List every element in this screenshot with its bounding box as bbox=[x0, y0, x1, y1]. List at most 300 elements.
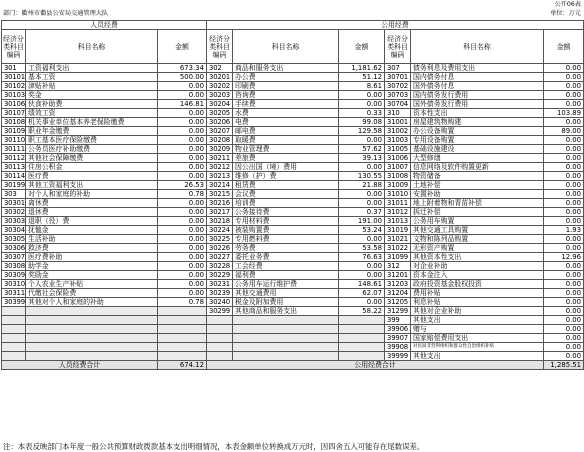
item-amount: 103.89 bbox=[544, 109, 584, 118]
item-code: 31019 bbox=[385, 226, 411, 235]
item-name: 奖金 bbox=[26, 91, 158, 100]
item-name: 绩效工资 bbox=[26, 109, 158, 118]
item-name: 对个人和家庭的补助 bbox=[26, 190, 158, 199]
item-code: 31013 bbox=[385, 217, 411, 226]
item-code: 30103 bbox=[2, 91, 26, 100]
item-amount bbox=[339, 325, 385, 334]
item-amount: 0.00 bbox=[158, 253, 207, 262]
item-name: 国内债务付息 bbox=[411, 73, 544, 82]
item-amount: 0.00 bbox=[158, 109, 207, 118]
table-row bbox=[2, 217, 584, 226]
expenditure-table bbox=[1, 20, 584, 370]
item-amount: 0.00 bbox=[544, 352, 584, 361]
item-code: 31005 bbox=[385, 145, 411, 154]
table-row bbox=[2, 145, 584, 154]
item-code: 30301 bbox=[2, 199, 26, 208]
item-name: 住房公积金 bbox=[26, 163, 158, 172]
item-code: 30113 bbox=[2, 163, 26, 172]
item-amount: 8.61 bbox=[339, 82, 385, 91]
item-name: 被装购置费 bbox=[233, 226, 339, 235]
item-code: 30107 bbox=[2, 109, 26, 118]
item-name: 津贴补贴 bbox=[26, 82, 158, 91]
item-amount: 0.00 bbox=[544, 100, 584, 109]
item-name: 其他工资福利支出 bbox=[26, 181, 158, 190]
item-amount: 0.00 bbox=[544, 199, 584, 208]
item-amount: 0.00 bbox=[544, 316, 584, 325]
item-amount: 0.00 bbox=[544, 334, 584, 343]
item-amount: 0.00 bbox=[158, 208, 207, 217]
item-name: 其他商品和服务支出 bbox=[233, 307, 339, 316]
item-amount: 1.93 bbox=[544, 226, 584, 235]
item-code: 30206 bbox=[207, 118, 233, 127]
item-code: 30240 bbox=[207, 298, 233, 307]
item-amount: 191.00 bbox=[339, 217, 385, 226]
item-name bbox=[233, 325, 339, 334]
item-name: 政府投资基金股权投资 bbox=[411, 280, 544, 289]
item-name: 利息补贴 bbox=[411, 298, 544, 307]
item-amount: 0.00 bbox=[158, 163, 207, 172]
table-row bbox=[2, 262, 584, 271]
item-code: 30208 bbox=[207, 136, 233, 145]
item-name bbox=[26, 334, 158, 343]
table-row bbox=[2, 307, 584, 316]
item-amount: 146.81 bbox=[158, 100, 207, 109]
item-name bbox=[26, 316, 158, 325]
item-code: 31006 bbox=[385, 154, 411, 163]
item-amount bbox=[339, 343, 385, 352]
item-code: 30203 bbox=[207, 91, 233, 100]
table-row bbox=[2, 82, 584, 91]
item-amount: 0.00 bbox=[544, 271, 584, 280]
item-code: 30703 bbox=[385, 91, 411, 100]
item-name bbox=[233, 352, 339, 361]
item-amount: 53.58 bbox=[339, 244, 385, 253]
item-name: 公务员医疗补助缴费 bbox=[26, 145, 158, 154]
item-name: 维修（护）费 bbox=[233, 172, 339, 181]
item-amount: 53.24 bbox=[339, 226, 385, 235]
item-code: 30202 bbox=[207, 82, 233, 91]
table-row bbox=[2, 172, 584, 181]
item-name: 物业管理费 bbox=[233, 145, 339, 154]
item-name: 医疗费补助 bbox=[26, 253, 158, 262]
item-name: 劳务费 bbox=[233, 244, 339, 253]
item-amount: 129.58 bbox=[339, 127, 385, 136]
table-row bbox=[2, 136, 584, 145]
item-code: 30305 bbox=[2, 235, 26, 244]
item-amount: 0.00 bbox=[544, 307, 584, 316]
item-amount: 0.00 bbox=[158, 154, 207, 163]
item-code: 30307 bbox=[2, 253, 26, 262]
item-amount: 12.96 bbox=[544, 253, 584, 262]
item-amount: 0.00 bbox=[339, 190, 385, 199]
item-name: 抚恤金 bbox=[26, 226, 158, 235]
item-name: 办公费 bbox=[233, 73, 339, 82]
table-row bbox=[2, 334, 584, 343]
table-code: 公开06表 bbox=[554, 1, 581, 8]
item-amount: 1,181.62 bbox=[339, 64, 385, 73]
item-name: 医疗费 bbox=[26, 172, 158, 181]
item-amount: 0.00 bbox=[158, 82, 207, 91]
item-name: 职工基本医疗保险缴费 bbox=[26, 136, 158, 145]
col-code: 经济分类科目编码 bbox=[385, 30, 411, 64]
item-code: 39999 bbox=[385, 352, 411, 361]
item-code bbox=[2, 352, 26, 361]
public-total-value: 1,285.51 bbox=[544, 361, 584, 370]
item-name: 房屋建筑物购建 bbox=[411, 118, 544, 127]
item-code bbox=[2, 334, 26, 343]
item-amount: 0.00 bbox=[544, 208, 584, 217]
col-code: 经济分类科目编码 bbox=[2, 30, 26, 64]
item-name: 机关事业单位基本养老保险缴费 bbox=[26, 118, 158, 127]
item-name: 会议费 bbox=[233, 190, 339, 199]
item-amount: 0.00 bbox=[544, 73, 584, 82]
table-row bbox=[2, 352, 584, 361]
item-amount: 0.00 bbox=[158, 118, 207, 127]
item-code bbox=[2, 316, 26, 325]
item-code: 31008 bbox=[385, 172, 411, 181]
item-amount: 0.00 bbox=[158, 127, 207, 136]
item-name: 救济费 bbox=[26, 244, 158, 253]
department-label: 部门：衢州市衢县公安局交通管理大队 bbox=[3, 10, 109, 17]
item-code: 30199 bbox=[2, 181, 26, 190]
item-code: 31021 bbox=[385, 235, 411, 244]
item-code bbox=[207, 325, 233, 334]
table-row bbox=[2, 118, 584, 127]
item-name: 其他资本性支出 bbox=[411, 253, 544, 262]
item-name: 资本性支出 bbox=[411, 109, 544, 118]
item-code: 30218 bbox=[207, 217, 233, 226]
item-code: 30213 bbox=[207, 172, 233, 181]
item-amount: 0.00 bbox=[544, 262, 584, 271]
item-amount bbox=[339, 334, 385, 343]
item-code: 31007 bbox=[385, 163, 411, 172]
item-code: 30306 bbox=[2, 244, 26, 253]
item-code: 30309 bbox=[2, 271, 26, 280]
item-name: 文物和陈列品购置 bbox=[411, 235, 544, 244]
item-amount: 0.00 bbox=[158, 289, 207, 298]
item-amount: 0.00 bbox=[544, 298, 584, 307]
item-name: 专用材料费 bbox=[233, 217, 339, 226]
item-name: 邮电费 bbox=[233, 127, 339, 136]
item-amount: 76.63 bbox=[339, 253, 385, 262]
item-name: 培训费 bbox=[233, 199, 339, 208]
table-row bbox=[2, 208, 584, 217]
item-code: 30110 bbox=[2, 136, 26, 145]
table-row bbox=[2, 316, 584, 325]
item-amount: 0.00 bbox=[158, 199, 207, 208]
table-row bbox=[2, 235, 584, 244]
item-amount: 0.00 bbox=[544, 289, 584, 298]
item-amount: 0.00 bbox=[544, 181, 584, 190]
item-amount: 0.78 bbox=[158, 190, 207, 199]
item-name: 专用设备购置 bbox=[411, 136, 544, 145]
item-name: 信息网络及软件购置更新 bbox=[411, 163, 544, 172]
item-amount: 0.00 bbox=[158, 172, 207, 181]
item-name: 退职（役）费 bbox=[26, 217, 158, 226]
item-code: 312 bbox=[385, 262, 411, 271]
item-amount: 0.00 bbox=[544, 244, 584, 253]
item-code: 30239 bbox=[207, 289, 233, 298]
item-name: 公务用车运行维护费 bbox=[233, 280, 339, 289]
item-name bbox=[233, 334, 339, 343]
table-row bbox=[2, 181, 584, 190]
table-row bbox=[2, 73, 584, 82]
item-amount: 0.00 bbox=[544, 235, 584, 244]
item-amount: 0.00 bbox=[339, 163, 385, 172]
item-amount: 0.00 bbox=[339, 235, 385, 244]
table-row bbox=[2, 289, 584, 298]
item-code: 31201 bbox=[385, 271, 411, 280]
item-amount: 148.61 bbox=[339, 280, 385, 289]
table-row bbox=[2, 325, 584, 334]
table-row bbox=[2, 343, 584, 352]
item-code: 30224 bbox=[207, 226, 233, 235]
item-amount bbox=[158, 334, 207, 343]
item-name: 地上附着物和青苗补偿 bbox=[411, 199, 544, 208]
item-name bbox=[26, 343, 158, 352]
item-name: 国内债务发行费用 bbox=[411, 91, 544, 100]
item-name bbox=[233, 343, 339, 352]
personnel-total-label: 人员经费合计 bbox=[2, 361, 158, 370]
item-name: 委托业务费 bbox=[233, 253, 339, 262]
item-code: 302 bbox=[207, 64, 233, 73]
item-name: 手续费 bbox=[233, 100, 339, 109]
item-code: 303 bbox=[2, 190, 26, 199]
table-row bbox=[2, 271, 584, 280]
item-name: 无形资产购置 bbox=[411, 244, 544, 253]
item-name: 退休费 bbox=[26, 208, 158, 217]
meta-bar bbox=[0, 10, 584, 18]
footnote: 注：本表反映部门本年度一般公共预算财政拨款基本支出明细情况，本表金额单位转换成万元时，因四舍五入可能存在尾数误差。 bbox=[3, 442, 425, 451]
item-code: 310 bbox=[385, 109, 411, 118]
item-code: 31205 bbox=[385, 298, 411, 307]
item-amount: 39.13 bbox=[339, 154, 385, 163]
item-amount: 0.00 bbox=[544, 343, 584, 352]
item-code: 30109 bbox=[2, 127, 26, 136]
item-name bbox=[26, 325, 158, 334]
item-name: 国外债务付息 bbox=[411, 82, 544, 91]
item-code: 30308 bbox=[2, 262, 26, 271]
item-code: 39907 bbox=[385, 334, 411, 343]
item-amount: 500.00 bbox=[158, 73, 207, 82]
public-section-title: 公用经费 bbox=[207, 21, 584, 30]
item-amount: 0.00 bbox=[158, 136, 207, 145]
item-code: 399 bbox=[385, 316, 411, 325]
item-name: 资本金注入 bbox=[411, 271, 544, 280]
item-code: 30101 bbox=[2, 73, 26, 82]
col-amount: 金额 bbox=[158, 30, 207, 64]
item-code: 30302 bbox=[2, 208, 26, 217]
table-row bbox=[2, 253, 584, 262]
item-amount: 0.78 bbox=[158, 298, 207, 307]
item-code: 30114 bbox=[2, 172, 26, 181]
item-amount: 0.00 bbox=[339, 91, 385, 100]
item-code: 30216 bbox=[207, 199, 233, 208]
item-name: 债务利息及费用支出 bbox=[411, 64, 544, 73]
item-amount: 0.00 bbox=[544, 91, 584, 100]
item-amount: 0.00 bbox=[158, 217, 207, 226]
item-code: 31003 bbox=[385, 136, 411, 145]
item-amount bbox=[158, 307, 207, 316]
item-amount: 0.00 bbox=[544, 154, 584, 163]
item-name: 工资福利支出 bbox=[26, 64, 158, 73]
item-code: 39906 bbox=[385, 325, 411, 334]
item-name: 差旅费 bbox=[233, 154, 339, 163]
item-code: 30205 bbox=[207, 109, 233, 118]
item-name: 奖励金 bbox=[26, 271, 158, 280]
item-amount: 62.07 bbox=[339, 289, 385, 298]
item-amount: 0.00 bbox=[544, 82, 584, 91]
item-code: 30227 bbox=[207, 253, 233, 262]
item-amount: 21.88 bbox=[339, 181, 385, 190]
item-amount: 0.00 bbox=[544, 145, 584, 154]
item-amount: 0.37 bbox=[339, 208, 385, 217]
item-name: 个人农业生产补贴 bbox=[26, 280, 158, 289]
item-name: 因公出国（境）费用 bbox=[233, 163, 339, 172]
item-code: 30112 bbox=[2, 154, 26, 163]
table-row bbox=[2, 109, 584, 118]
item-code: 30228 bbox=[207, 262, 233, 271]
public-total-label: 公用经费合计 bbox=[207, 361, 544, 370]
item-name: 职业年金缴费 bbox=[26, 127, 158, 136]
table-row bbox=[2, 100, 584, 109]
item-code: 30215 bbox=[207, 190, 233, 199]
item-code: 31099 bbox=[385, 253, 411, 262]
item-amount: 0.00 bbox=[544, 172, 584, 181]
item-code: 30311 bbox=[2, 289, 26, 298]
item-code: 31203 bbox=[385, 280, 411, 289]
item-code: 30108 bbox=[2, 118, 26, 127]
item-amount: 51.12 bbox=[339, 73, 385, 82]
item-name: 国家赔偿费用支出 bbox=[411, 334, 544, 343]
item-name: 代缴社会保险费 bbox=[26, 289, 158, 298]
personnel-total-value: 674.12 bbox=[158, 361, 207, 370]
item-amount: 0.00 bbox=[339, 262, 385, 271]
item-name: 其他对企业补助 bbox=[411, 307, 544, 316]
item-code: 30212 bbox=[207, 163, 233, 172]
item-code bbox=[207, 343, 233, 352]
item-amount: 0.00 bbox=[339, 100, 385, 109]
table-row bbox=[2, 244, 584, 253]
item-code: 31002 bbox=[385, 127, 411, 136]
item-amount bbox=[158, 343, 207, 352]
item-name: 大型修缮 bbox=[411, 154, 544, 163]
item-name: 物资储备 bbox=[411, 172, 544, 181]
item-name: 国外债务发行费用 bbox=[411, 100, 544, 109]
item-code: 30214 bbox=[207, 181, 233, 190]
item-name: 福利费 bbox=[233, 271, 339, 280]
item-name: 离休费 bbox=[26, 199, 158, 208]
item-code: 30209 bbox=[207, 145, 233, 154]
item-code: 30704 bbox=[385, 100, 411, 109]
item-code: 30231 bbox=[207, 280, 233, 289]
item-code: 39908 bbox=[385, 343, 411, 352]
item-code: 31009 bbox=[385, 181, 411, 190]
item-amount: 0.00 bbox=[158, 226, 207, 235]
item-name: 生活补助 bbox=[26, 235, 158, 244]
item-amount: 0.00 bbox=[544, 325, 584, 334]
table-row bbox=[2, 91, 584, 100]
item-code bbox=[207, 316, 233, 325]
item-name bbox=[233, 316, 339, 325]
item-name: 税金及附加费用 bbox=[233, 298, 339, 307]
item-code: 30211 bbox=[207, 154, 233, 163]
item-amount: 0.00 bbox=[158, 91, 207, 100]
item-name: 费用补贴 bbox=[411, 289, 544, 298]
table-row bbox=[2, 199, 584, 208]
item-amount: 0.00 bbox=[158, 271, 207, 280]
item-amount: 0.00 bbox=[158, 145, 207, 154]
item-code: 30201 bbox=[207, 73, 233, 82]
item-name: 基本工资 bbox=[26, 73, 158, 82]
item-code: 30106 bbox=[2, 100, 26, 109]
item-name: 电费 bbox=[233, 118, 339, 127]
item-name: 取暖费 bbox=[233, 136, 339, 145]
col-code: 经济分类科目编码 bbox=[207, 30, 233, 64]
item-code: 30226 bbox=[207, 244, 233, 253]
item-name: 公务用车购置 bbox=[411, 217, 544, 226]
item-amount: 57.62 bbox=[339, 145, 385, 154]
item-amount: 130.55 bbox=[339, 172, 385, 181]
item-code: 30102 bbox=[2, 82, 26, 91]
personnel-section-title: 人员经费 bbox=[2, 21, 207, 30]
item-amount bbox=[158, 325, 207, 334]
col-name: 科目名称 bbox=[26, 30, 158, 64]
item-name: 拆迁补偿 bbox=[411, 208, 544, 217]
item-code bbox=[2, 307, 26, 316]
item-code: 31299 bbox=[385, 307, 411, 316]
item-name: 其他交通费用 bbox=[233, 289, 339, 298]
item-amount: 0.00 bbox=[158, 280, 207, 289]
item-code: 31022 bbox=[385, 244, 411, 253]
item-amount bbox=[158, 352, 207, 361]
item-name: 工会经费 bbox=[233, 262, 339, 271]
item-code: 31012 bbox=[385, 208, 411, 217]
item-code: 30702 bbox=[385, 82, 411, 91]
item-name: 专用燃料费 bbox=[233, 235, 339, 244]
item-amount bbox=[339, 352, 385, 361]
item-amount: 0.00 bbox=[544, 136, 584, 145]
item-name bbox=[26, 352, 158, 361]
item-code: 31010 bbox=[385, 190, 411, 199]
col-name: 科目名称 bbox=[233, 30, 339, 64]
item-code: 307 bbox=[385, 64, 411, 73]
item-name: 对民间非营利组织和群众性自治组织补贴 bbox=[411, 343, 544, 352]
item-amount: 26.53 bbox=[158, 181, 207, 190]
item-code bbox=[207, 334, 233, 343]
item-amount: 0.00 bbox=[158, 262, 207, 271]
item-code: 301 bbox=[2, 64, 26, 73]
item-code: 30207 bbox=[207, 127, 233, 136]
item-name: 公务接待费 bbox=[233, 208, 339, 217]
item-name: 咨询费 bbox=[233, 91, 339, 100]
item-name: 伙食补助费 bbox=[26, 100, 158, 109]
item-amount: 0.00 bbox=[544, 190, 584, 199]
item-amount bbox=[158, 316, 207, 325]
item-code bbox=[2, 325, 26, 334]
item-code: 30204 bbox=[207, 100, 233, 109]
table-row bbox=[2, 154, 584, 163]
item-name: 安置补助 bbox=[411, 190, 544, 199]
item-name: 赠与 bbox=[411, 325, 544, 334]
item-amount: 0.00 bbox=[158, 244, 207, 253]
item-code: 30111 bbox=[2, 145, 26, 154]
item-name: 商品和服务支出 bbox=[233, 64, 339, 73]
item-amount: 0.00 bbox=[339, 271, 385, 280]
item-name: 助学金 bbox=[26, 262, 158, 271]
item-code: 30399 bbox=[2, 298, 26, 307]
item-amount: 0.00 bbox=[158, 235, 207, 244]
